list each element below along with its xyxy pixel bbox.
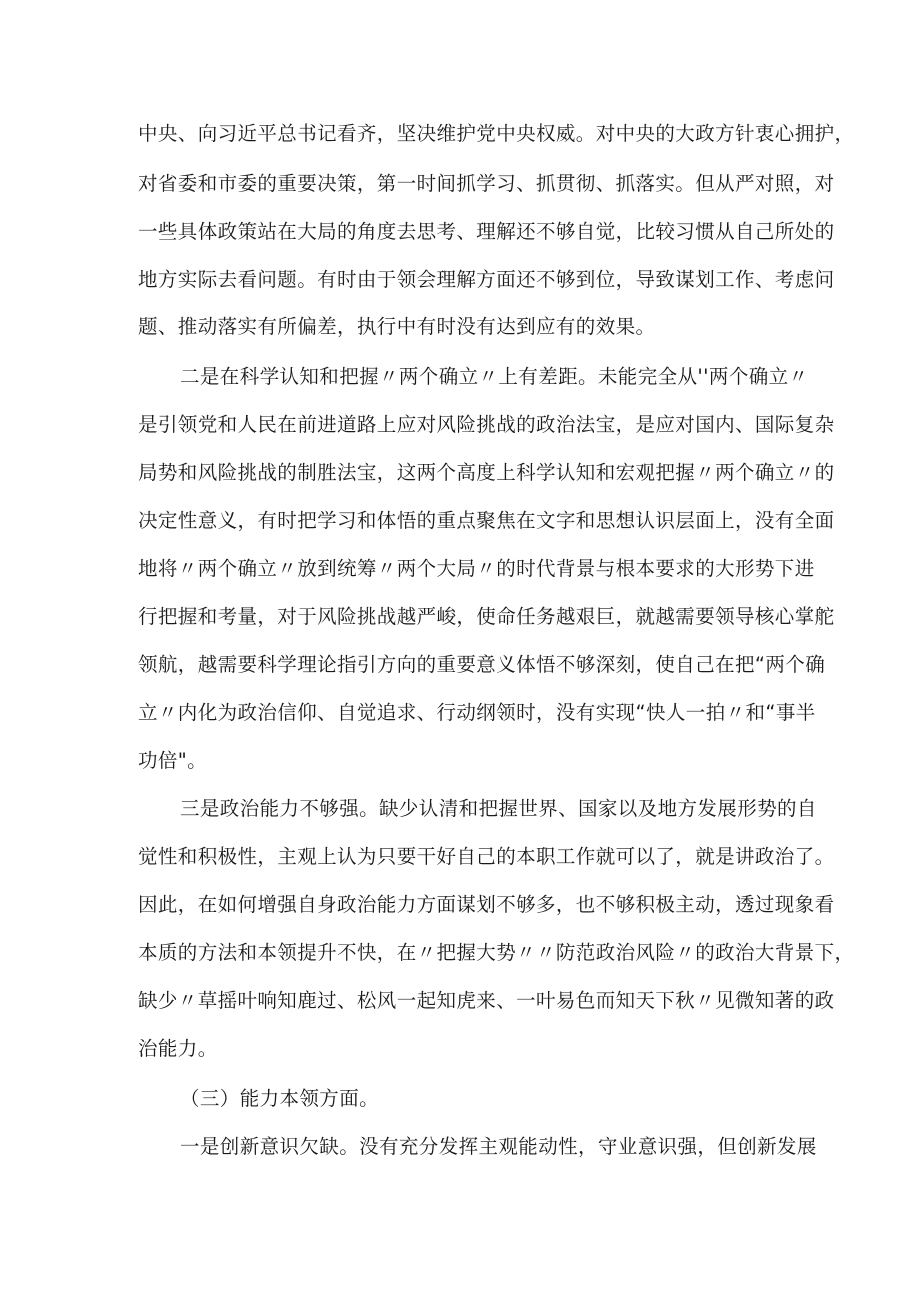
text-line: 行把握和考量，对于风险挑战越严峻，使命任务越艰巨，就越需要领导核心掌舵: [138, 605, 835, 628]
text-line: 地将〃两个确立〃放到统筹〃两个大局〃的时代背景与根本要求的大形势下进: [138, 557, 815, 580]
text-line: 是引领党和人民在前进道路上应对风险挑战的政治法宝，是应对国内、国际复杂: [138, 413, 835, 436]
paragraph-start-line: 三是政治能力不够强。缺少认清和把握世界、国家以及地方发展形势的自: [180, 797, 817, 820]
text-line: 功倍"。: [138, 749, 208, 772]
text-line: 缺少〃草摇叶响知鹿过、松风一起知虎来、一叶易色而知天下秋〃见微知著的政: [138, 989, 835, 1012]
text-line: 领航，越需要科学理论指引方向的重要意义体悟不够深刻，使自己在把“两个确: [138, 653, 826, 676]
text-line: 题、推动落实有所偏差，执行中有时没有达到应有的效果。: [138, 315, 656, 338]
text-line: 因此，在如何增强自身政治能力方面谋划不够多，也不够积极主动，透过现象看: [138, 893, 835, 916]
section-heading: （三）能力本领方面。: [180, 1087, 380, 1110]
text-line: 对省委和市委的重要决策，第一时间抓学习、抓贯彻、抓落实。但从严对照，对: [138, 172, 835, 195]
paragraph-start-line: 二是在科学认知和把握〃两个确立〃上有差距。未能完全从''两个确立〃: [180, 365, 809, 388]
text-line: 地方实际去看问题。有时由于领会理解方面还不够到位，导致谋划工作、考虑问: [138, 268, 835, 291]
text-line: 局势和风险挑战的制胜法宝，这两个高度上科学认知和宏观把握〃两个确立〃的: [138, 461, 835, 484]
text-line: 觉性和积极性，主观上认为只要干好自己的本职工作就可以了，就是讲政治了。: [138, 845, 835, 868]
text-line: 一些具体政策站在大局的角度去思考、理解还不够自觉，比较习惯从自己所处的: [138, 220, 835, 243]
text-line: 中央、向习近平总书记看齐，坚决维护党中央权威。对中央的大政方针衷心拥护，: [138, 122, 855, 145]
text-line: 本质的方法和本领提升不快，在〃把握大势〃〃防范政治风险〃的政治大背景下，: [138, 941, 855, 964]
text-line: 决定性意义，有时把学习和体悟的重点聚焦在文字和思想认识层面上，没有全面: [138, 509, 835, 532]
text-line: 立〃内化为政治信仰、自觉追求、行动纲领时，没有实现“快人一拍〃和“事半: [138, 701, 816, 724]
text-line: 治能力。: [138, 1037, 218, 1060]
paragraph-start-line: 一是创新意识欠缺。没有充分发挥主观能动性，守业意识强，但创新发展: [180, 1135, 817, 1158]
